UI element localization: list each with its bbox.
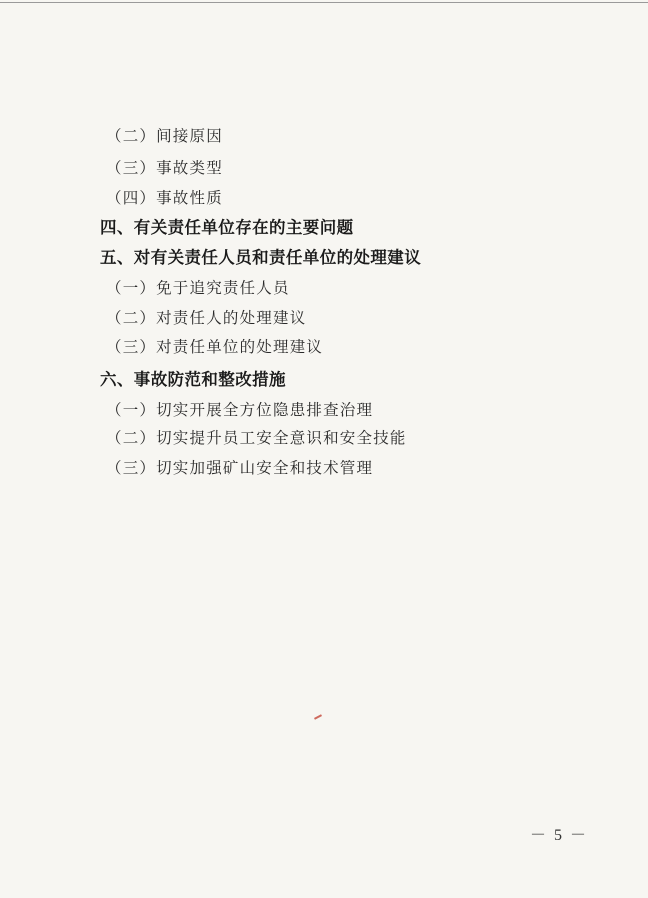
toc-item-staff-safety-awareness: （二）切实提升员工安全意识和安全技能 xyxy=(106,429,407,447)
toc-item-accident-nature: （四）事故性质 xyxy=(106,189,223,207)
toc-section-4: 四、有关责任单位存在的主要问题 xyxy=(100,218,354,237)
toc-item-exempt-persons: （一）免于追究责任人员 xyxy=(106,279,290,297)
toc-item-individual-handling: （二）对责任人的处理建议 xyxy=(106,309,307,327)
toc-item-mine-safety-management: （三）切实加强矿山安全和技术管理 xyxy=(106,459,374,477)
toc-section-6: 六、事故防范和整改措施 xyxy=(100,370,286,389)
toc-item-accident-type: （三）事故类型 xyxy=(106,159,223,177)
toc-item-hazard-inspection: （一）切实开展全方位隐患排查治理 xyxy=(106,401,374,419)
toc-section-5: 五、对有关责任人员和责任单位的处理建议 xyxy=(100,248,422,267)
page-number: － 5 － xyxy=(530,827,589,844)
toc-item-unit-handling: （三）对责任单位的处理建议 xyxy=(106,338,324,356)
toc-item-indirect-causes: （二）间接原因 xyxy=(106,127,223,145)
